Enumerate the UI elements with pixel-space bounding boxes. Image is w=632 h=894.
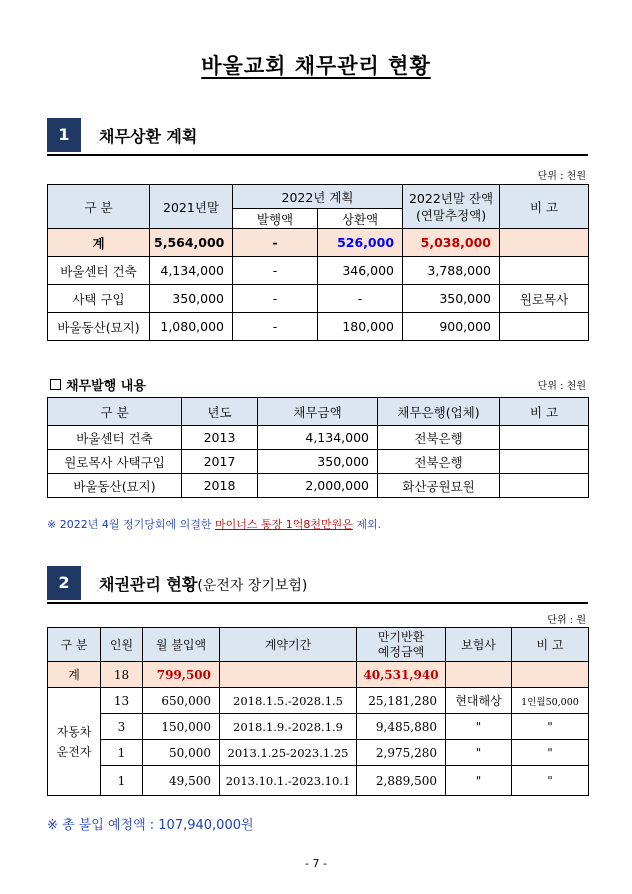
table-header-row	[48, 628, 589, 662]
cell-2021: 1,080,000	[150, 313, 233, 341]
table-header-row	[48, 398, 589, 426]
cell-note	[512, 662, 589, 688]
cell-monthly: 650,000	[143, 688, 220, 714]
table-row	[48, 426, 589, 450]
section-1-unit: 단위 : 천원	[537, 171, 586, 182]
cell-year: 2018	[182, 474, 258, 498]
header-2021: 2021년말	[150, 185, 233, 229]
header-note: 비 고	[500, 185, 589, 229]
issuance-title: 채무발행 내용	[66, 379, 146, 394]
footnote-highlight: 마이너스 통장 1억8천만원은	[214, 518, 353, 531]
cell-2021: 350,000	[150, 285, 233, 313]
table-row	[48, 450, 589, 474]
cell-people: 1	[101, 766, 143, 796]
header-year: 년도	[182, 398, 258, 426]
header-category: 구 분	[48, 628, 101, 662]
section-1-heading	[47, 118, 588, 156]
cell-note: "	[512, 740, 589, 766]
issuance-unit: 단위 : 천원	[537, 381, 586, 392]
header-category: 구 분	[48, 185, 150, 229]
cell-note: "	[512, 766, 589, 796]
checkbox-square-icon	[50, 379, 61, 390]
cell-people: 1	[101, 740, 143, 766]
table-row	[48, 714, 589, 740]
header-2022-plan: 2022년 계획	[233, 185, 403, 209]
cell-maturity: 9,485,880	[357, 714, 446, 740]
debt-repayment-table	[47, 184, 589, 341]
section-2-number: 2	[47, 566, 81, 600]
cell-insurer	[446, 662, 512, 688]
cell-name: 원로목사 사택구입	[48, 450, 182, 474]
table-row-total	[48, 662, 589, 688]
cell-monthly: 150,000	[143, 714, 220, 740]
cell-period: 2018.1.5.-2028.1.5	[220, 688, 357, 714]
cell-maturity: 2,975,280	[357, 740, 446, 766]
cell-note: 1인월50,000	[512, 688, 589, 714]
cell-repay: -	[318, 285, 403, 313]
header-maturity	[357, 628, 446, 662]
cell-repay: 346,000	[318, 257, 403, 285]
issuance-footnote	[47, 516, 381, 532]
footnote-suffix: 제외.	[352, 518, 382, 531]
cell-amount: 4,134,000	[258, 426, 378, 450]
cell-balance: 900,000	[403, 313, 500, 341]
cell-insurer: "	[446, 714, 512, 740]
header-note: 비 고	[500, 398, 589, 426]
cell-note	[500, 257, 589, 285]
section-2-unit: 단위 : 원	[547, 615, 586, 626]
table-row	[48, 257, 589, 285]
footnote-prefix: ※ 2022년 4월 정기당회에 의결한	[47, 518, 215, 531]
cell-maturity: 40,531,940	[357, 662, 446, 688]
cell-note	[500, 474, 589, 498]
header-insurer: 보험사	[446, 628, 512, 662]
cell-note	[500, 426, 589, 450]
table-row	[48, 766, 589, 796]
cell-name: 계	[48, 662, 101, 688]
cell-issue: -	[233, 229, 318, 257]
cell-maturity: 2,889,500	[357, 766, 446, 796]
header-maturity-line2: 예정금액	[377, 644, 425, 659]
cell-monthly: 799,500	[143, 662, 220, 688]
header-people: 인원	[101, 628, 143, 662]
cell-monthly: 50,000	[143, 740, 220, 766]
table-row	[48, 229, 589, 257]
group-label-line2: 운전자	[56, 744, 92, 759]
section-2-title-main: 채권관리 현황	[99, 575, 198, 594]
debt-issuance-table	[47, 397, 589, 498]
cell-people: 13	[101, 688, 143, 714]
cell-monthly: 49,500	[143, 766, 220, 796]
header-maturity-line1: 만기반환	[377, 629, 425, 644]
cell-name: 사택 구입	[48, 285, 150, 313]
header-note: 비 고	[512, 628, 589, 662]
cell-amount: 2,000,000	[258, 474, 378, 498]
table-row	[48, 313, 589, 341]
total-payment-footnote: ※ 총 불입 예정액 : 107,940,000원	[47, 818, 254, 833]
cell-insurer: "	[446, 766, 512, 796]
header-balance-line2: (연말추정액)	[415, 207, 487, 223]
table-row	[48, 285, 589, 313]
table-row	[48, 474, 589, 498]
cell-note: "	[512, 714, 589, 740]
header-category: 구 분	[48, 398, 182, 426]
header-balance-line1: 2022년말 잔액	[408, 190, 494, 206]
cell-maturity: 25,181,280	[357, 688, 446, 714]
section-1-title: 채무상환 계획	[99, 127, 198, 146]
cell-people: 18	[101, 662, 143, 688]
cell-period: 2013.1.25-2023.1.25	[220, 740, 357, 766]
cell-bank: 전북은행	[378, 450, 500, 474]
cell-name: 바울센터 건축	[48, 426, 182, 450]
cell-bank: 화산공원묘원	[378, 474, 500, 498]
cell-period: 2018.1.9.-2028.1.9	[220, 714, 357, 740]
cell-2021: 4,134,000	[150, 257, 233, 285]
section-1-number: 1	[47, 118, 81, 152]
header-bank: 채무은행(업체)	[378, 398, 500, 426]
cell-note	[500, 229, 589, 257]
cell-note	[500, 313, 589, 341]
cell-balance: 5,038,000	[403, 229, 500, 257]
cell-note: 원로목사	[500, 285, 589, 313]
section-2-heading	[47, 566, 588, 604]
cell-insurer: 현대해상	[446, 688, 512, 714]
header-amount: 채무금액	[258, 398, 378, 426]
cell-year: 2017	[182, 450, 258, 474]
table-row	[48, 740, 589, 766]
header-repay: 상환액	[318, 209, 403, 229]
header-balance	[403, 185, 500, 229]
cell-insurer: "	[446, 740, 512, 766]
cell-name: 바울동산(묘지)	[48, 313, 150, 341]
header-issue: 발행액	[233, 209, 318, 229]
cell-name: 바울센터 건축	[48, 257, 150, 285]
cell-name: 계	[48, 229, 150, 257]
page-title: 바울교회 채무관리 현황	[201, 54, 431, 78]
cell-issue: -	[233, 313, 318, 341]
header-monthly: 월 불입액	[143, 628, 220, 662]
header-period: 계약기간	[220, 628, 357, 662]
cell-repay: 180,000	[318, 313, 403, 341]
cell-year: 2013	[182, 426, 258, 450]
cell-period: 2013.10.1.-2023.10.1	[220, 766, 357, 796]
cell-note	[500, 450, 589, 474]
cell-amount: 350,000	[258, 450, 378, 474]
table-row	[48, 688, 589, 714]
page-number: - 7 -	[305, 857, 327, 870]
issuance-heading	[50, 375, 146, 394]
cell-name: 바울동산(묘지)	[48, 474, 182, 498]
cell-repay: 526,000	[318, 229, 403, 257]
section-2-subtitle: (운전자 장기보험)	[197, 578, 308, 594]
cell-balance: 350,000	[403, 285, 500, 313]
table-header-row	[48, 185, 589, 209]
cell-people: 3	[101, 714, 143, 740]
cell-issue: -	[233, 285, 318, 313]
bond-management-table	[47, 627, 589, 796]
cell-balance: 3,788,000	[403, 257, 500, 285]
cell-bank: 전북은행	[378, 426, 500, 450]
group-label-line1: 자동차	[56, 724, 92, 739]
cell-issue: -	[233, 257, 318, 285]
cell-2021: 5,564,000	[150, 229, 233, 257]
group-label	[48, 688, 101, 796]
section-2-title	[99, 572, 307, 595]
cell-period	[220, 662, 357, 688]
